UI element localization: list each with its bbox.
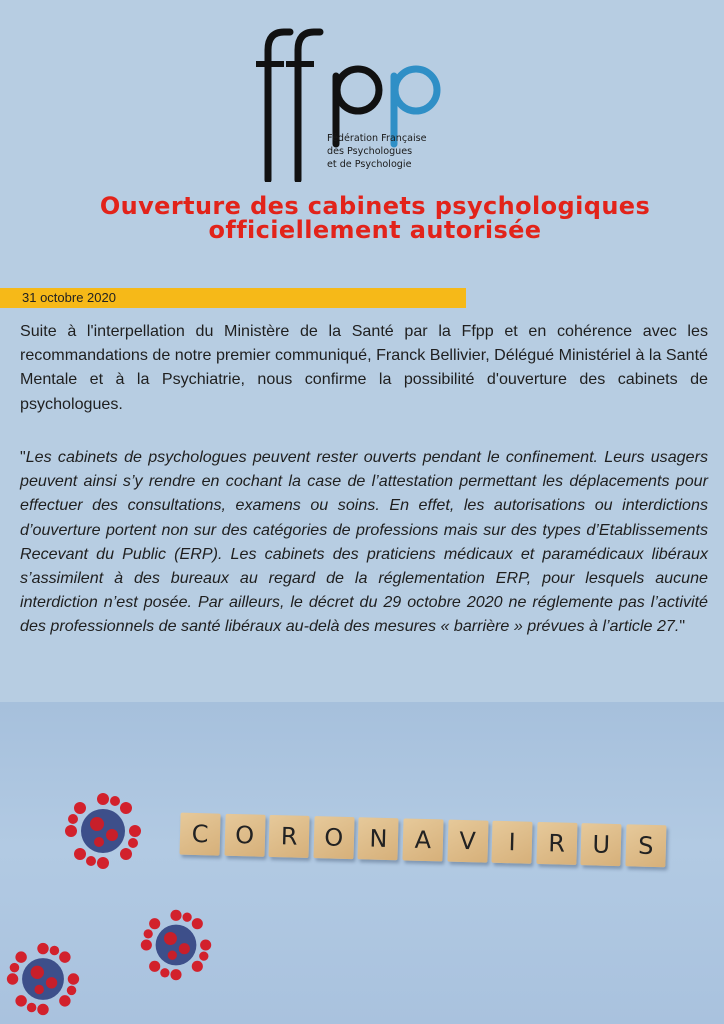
page-title-line-1: Ouverture des cabinets psychologiques (99, 192, 651, 220)
tile-letter: N (358, 817, 399, 860)
date-banner (0, 288, 466, 308)
page-title (40, 194, 710, 242)
tile-letter: R (269, 815, 310, 858)
quote-open-mark: " (20, 448, 26, 466)
tile-letter: A (402, 818, 443, 861)
quote-paragraph (20, 445, 708, 639)
logo-letter-f1 (268, 32, 290, 180)
virus-icon (138, 907, 214, 983)
quote-text: Les cabinets de psychologues peuvent rester ouverts pendant le confinement. Leurs usagers peuvent ainsi s’y rendre en cochant la case de l’attestation permettant les déplacements pour effectuer des consultations, examens ou soins. En effet, les autorisations ou interdictions d’ouverture portent non sur des catégories de professions mais sur des types d’Etablissements Recevant du Public (ERP). Les cabinets des praticiens médicaux et paramédicaux libéraux s’assimilent à des bureaux au regard de la réglementation ERP, pour lesquels aucune interdiction n’est posée. Par ailleurs, le décret du 29 octobre 2020 ne réglemente pas l’activité des professionnels de santé libéraux au-delà des mesures « barrière » prévues à l’article 27. (20, 448, 708, 636)
tile-letter: C (180, 813, 221, 856)
logo-organization-name (327, 132, 427, 171)
intro-paragraph: Suite à l'interpellation du Ministère de la Santé par la Ffpp et en cohérence avec les recommandations de notre premier communiqué, Franck Bellivier, Délégué Ministériel à la Santé Mentale et à la Psychiatrie, nous confirme la possibilité d'ouverture des cabinets de psychologues. (20, 322, 708, 413)
tile-letter: I (492, 821, 533, 864)
publication-date: 31 octobre 2020 (22, 290, 116, 305)
virus-icon (62, 790, 144, 872)
logo (250, 22, 470, 182)
coronavirus-photo (0, 702, 724, 1024)
logo-org-line-1: Fédération Française (327, 133, 427, 144)
logo-letter-f2 (298, 32, 320, 180)
tile-letter: O (224, 814, 265, 857)
virus-icon (4, 940, 82, 1018)
quote-close-mark: " (679, 617, 686, 636)
scrabble-tiles (180, 813, 671, 868)
logo-letter-p2-bowl (395, 69, 437, 111)
tile-letter: U (581, 823, 622, 866)
logo-letter-p1-bowl (337, 69, 379, 111)
tile-letter: R (536, 822, 577, 865)
tile-letter: V (447, 820, 488, 863)
logo-org-line-3: et de Psychologie (327, 159, 412, 170)
tile-letter: S (625, 824, 666, 867)
page-title-line-2: officiellement autorisée (208, 216, 542, 244)
logo-org-line-2: des Psychologues (327, 146, 413, 157)
tile-letter: O (313, 816, 354, 859)
